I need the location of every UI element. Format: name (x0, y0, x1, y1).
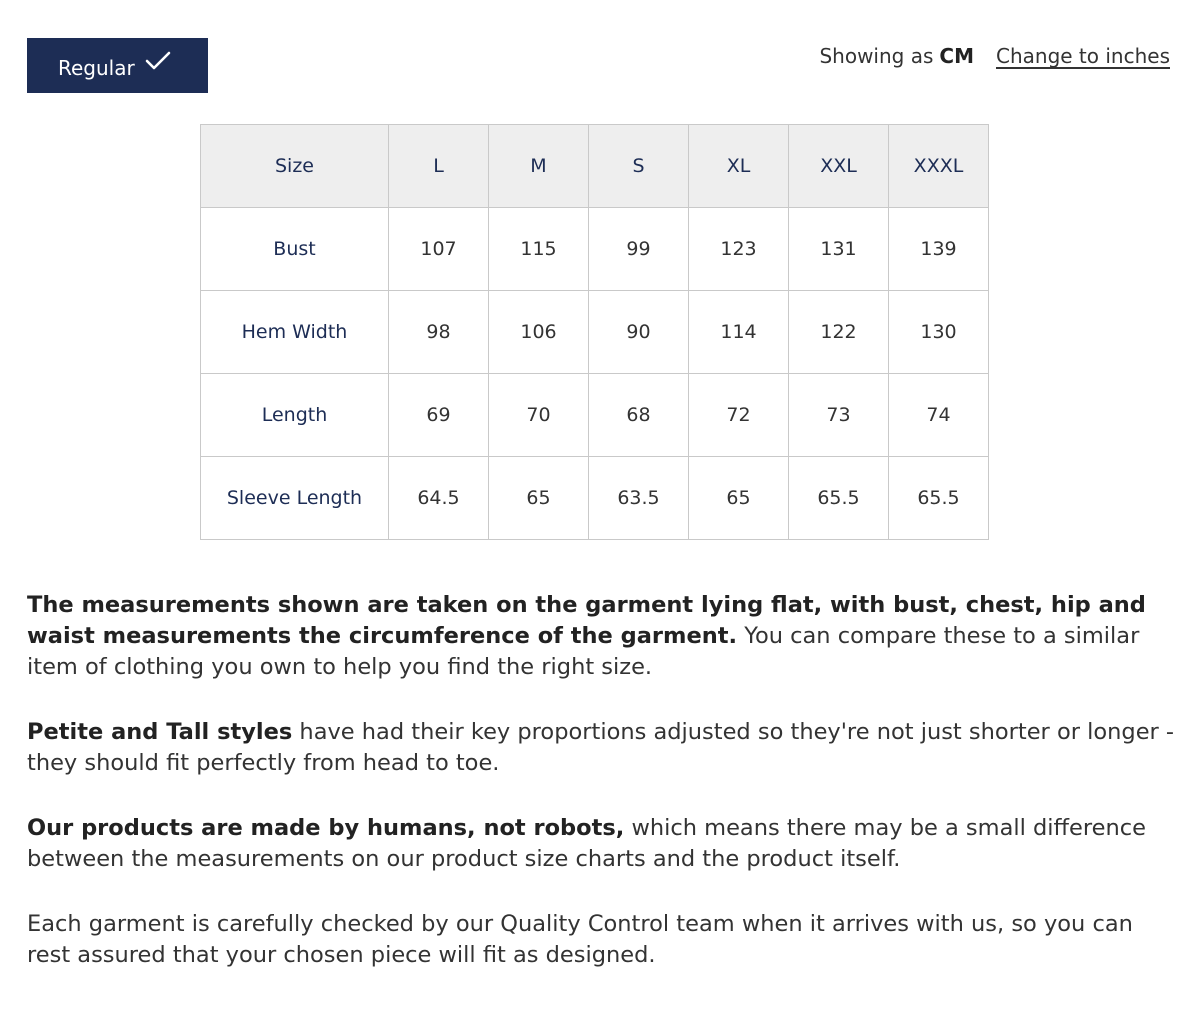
measurement-cell: 73 (789, 374, 889, 457)
size-header-cell: XL (689, 125, 789, 208)
measurement-cell: 130 (889, 291, 989, 374)
measurement-cell: 114 (689, 291, 789, 374)
fit-regular-button[interactable] (27, 38, 208, 93)
size-header-row (201, 125, 989, 208)
table-row (201, 374, 989, 457)
size-header-cell: XXL (789, 125, 889, 208)
measurement-cell: 131 (789, 208, 889, 291)
measurement-cell: 98 (389, 291, 489, 374)
note-paragraph (27, 813, 1177, 875)
measurement-cell: 74 (889, 374, 989, 457)
note-text: Each garment is carefully checked by our Quality Control team when it arrives with us, so you can rest assured that your chosen piece will fit as designed. (27, 911, 1133, 968)
table-row (201, 457, 989, 540)
note-paragraph (27, 717, 1177, 779)
fit-regular-label: Regular (58, 56, 135, 80)
measurement-cell: 106 (489, 291, 589, 374)
measurement-cell: 64.5 (389, 457, 489, 540)
measurement-cell: 65.5 (789, 457, 889, 540)
note-emphasis: Our products are made by humans, not robots, (27, 815, 625, 841)
note-text: You can compare these to a similar item of clothing you own to help you find the right size. (27, 623, 1140, 680)
measurement-cell: 123 (689, 208, 789, 291)
size-guide-notes (27, 590, 1177, 1005)
measurement-cell: 65.5 (889, 457, 989, 540)
table-row (201, 208, 989, 291)
size-header-cell: L (389, 125, 489, 208)
measurement-cell: 122 (789, 291, 889, 374)
size-header-cell: S (589, 125, 689, 208)
measurement-cell: 90 (589, 291, 689, 374)
size-header-cell: M (489, 125, 589, 208)
measurement-cell: 70 (489, 374, 589, 457)
table-row (201, 291, 989, 374)
note-paragraph (27, 590, 1177, 683)
measurement-cell: 115 (489, 208, 589, 291)
row-label: Hem Width (201, 291, 389, 374)
row-label: Length (201, 374, 389, 457)
measurement-cell: 65 (689, 457, 789, 540)
measurement-cell: 65 (489, 457, 589, 540)
note-text: which means there may be a small difference between the measurements on our product size charts and the product itself. (27, 815, 1146, 872)
current-unit: CM (939, 44, 974, 68)
size-chart-table (200, 124, 989, 540)
size-header-label: Size (201, 125, 389, 208)
measurement-cell: 139 (889, 208, 989, 291)
row-label: Sleeve Length (201, 457, 389, 540)
measurement-cell: 107 (389, 208, 489, 291)
measurement-cell: 63.5 (589, 457, 689, 540)
size-header-cell: XXXL (889, 125, 989, 208)
unit-switcher (819, 44, 1170, 68)
row-label: Bust (201, 208, 389, 291)
unit-prefix: Showing as (819, 44, 934, 68)
change-to-inches-link[interactable]: Change to inches (996, 44, 1170, 68)
note-emphasis: The measurements shown are taken on the garment lying flat, with bust, chest, hip and waist measurements the circumference of the garment. (27, 592, 1146, 649)
measurement-cell: 99 (589, 208, 689, 291)
note-emphasis: Petite and Tall styles (27, 719, 293, 745)
measurement-cell: 69 (389, 374, 489, 457)
note-paragraph (27, 909, 1177, 971)
checkmark-icon (145, 51, 171, 71)
note-text: have had their key proportions adjusted so they're not just shorter or longer - they should fit perfectly from head to toe. (27, 719, 1175, 776)
measurement-cell: 72 (689, 374, 789, 457)
measurement-cell: 68 (589, 374, 689, 457)
